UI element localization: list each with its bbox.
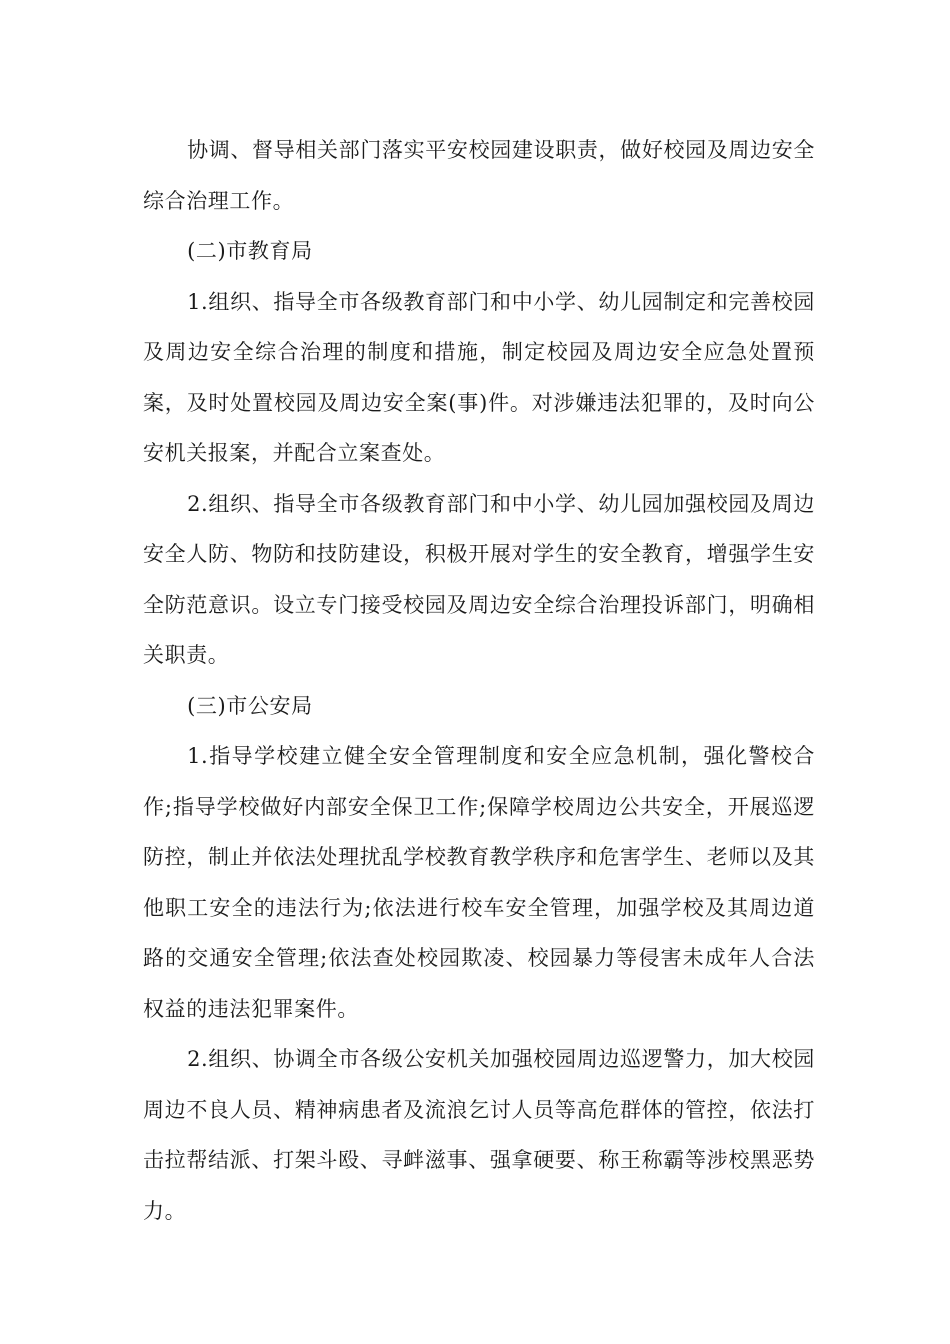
section-heading-public-security-bureau: (三)市公安局	[187, 693, 313, 718]
paragraph-education-item-1: 1.组织、指导全市各级教育部门和中小学、幼儿园制定和完善校园及周边安全综合治理的制度和措施，制定校园及周边安全应急处置预案，及时处置校园及周边安全案(事)件。对涉嫌违法犯罪的，及时向公安机关报案，并配合立案查处。	[143, 289, 815, 465]
paragraph-police-item-2: 2.组织、协调全市各级公安机关加强校园周边巡逻警力，加大校园周边不良人员、精神病患者及流浪乞讨人员等高危群体的管控，依法打击拉帮结派、打架斗殴、寻衅滋事、强拿硬要、称王称霸等涉校黑恶势力。	[143, 1047, 815, 1223]
document-body	[143, 125, 815, 1236]
paragraph-education-item-2: 2.组织、指导全市各级教育部门和中小学、幼儿园加强校园及周边安全人防、物防和技防建设，积极开展对学生的安全教育，增强学生安全防范意识。设立专门接受校园及周边安全综合治理投诉部门，明确相关职责。	[143, 491, 815, 667]
paragraph-police-item-1: 1.指导学校建立健全安全管理制度和安全应急机制，强化警校合作;指导学校做好内部安全保卫工作;保障学校周边公共安全，开展巡逻防控，制止并依法处理扰乱学校教育教学秩序和危害学生、老师以及其他职工安全的违法行为;依法进行校车安全管理，加强学校及其周边道路的交通安全管理;依法查处校园欺凌、校园暴力等侵害未成年人合法权益的违法犯罪案件。	[143, 744, 815, 1021]
paragraph-coordination: 协调、督导相关部门落实平安校园建设职责，做好校园及周边安全综合治理工作。	[143, 138, 815, 213]
section-heading-education-bureau: (二)市教育局	[187, 239, 313, 263]
